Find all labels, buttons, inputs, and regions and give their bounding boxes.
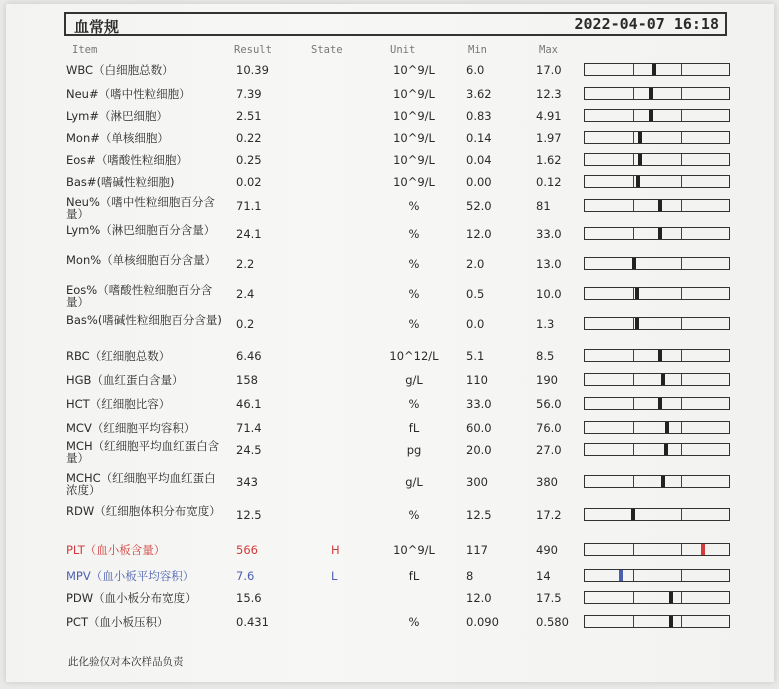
range-indicator-bar: [584, 591, 730, 604]
range-bound-tick: [633, 318, 634, 329]
reference-min: 8: [466, 569, 474, 583]
reference-max: 1.3: [536, 317, 555, 331]
reference-max: 380: [536, 475, 558, 489]
reference-min: 6.0: [466, 63, 485, 77]
range-bound-tick: [681, 288, 682, 299]
test-unit: %: [408, 317, 420, 331]
reference-max: 17.2: [536, 508, 562, 522]
range-bound-tick: [681, 64, 682, 75]
test-result: 343: [236, 475, 258, 489]
reference-max: 76.0: [536, 421, 562, 435]
value-marker: [658, 350, 662, 361]
range-indicator-bar: [584, 257, 730, 270]
reference-min: 5.1: [466, 349, 485, 363]
range-bound-tick: [633, 592, 634, 603]
range-bound-tick: [633, 228, 634, 239]
range-bound-tick: [633, 288, 634, 299]
test-result: 566: [236, 543, 258, 557]
test-state: H: [331, 543, 340, 557]
range-bound-tick: [633, 88, 634, 99]
range-bound-tick: [681, 422, 682, 433]
range-indicator-bar: [584, 287, 730, 300]
reference-max: 0.12: [536, 175, 562, 189]
reference-max: 8.5: [536, 349, 555, 363]
test-result: 0.431: [236, 615, 269, 629]
test-name: Lym%（淋巴细胞百分含量）: [66, 223, 216, 237]
test-name: MCHC（红细胞平均血红蛋白浓度）: [66, 471, 216, 497]
test-result: 0.02: [236, 175, 262, 189]
reference-max: 14: [536, 569, 551, 583]
reference-min: 117: [466, 543, 488, 557]
range-bound-tick: [633, 200, 634, 211]
test-unit: 10^9/L: [393, 109, 435, 123]
range-bound-tick: [681, 350, 682, 361]
range-bound-tick: [681, 110, 682, 121]
value-marker: [619, 570, 623, 581]
reference-max: 17.0: [536, 63, 562, 77]
test-result: 7.39: [236, 87, 262, 101]
range-bound-tick: [681, 444, 682, 455]
range-indicator-bar: [584, 373, 730, 386]
test-unit: %: [408, 615, 420, 629]
range-bound-tick: [633, 476, 634, 487]
test-unit: %: [408, 199, 420, 213]
range-bound-tick: [681, 154, 682, 165]
value-marker: [658, 200, 662, 211]
reference-min: 0.04: [466, 153, 492, 167]
range-bound-tick: [633, 154, 634, 165]
value-marker: [658, 398, 662, 409]
test-unit: g/L: [405, 373, 423, 387]
report-title: 血常规: [74, 18, 120, 36]
range-indicator-bar: [584, 475, 730, 488]
test-result: 24.1: [236, 227, 262, 241]
reference-min: 0.090: [466, 615, 499, 629]
test-result: 10.39: [236, 63, 269, 77]
test-result: 15.6: [236, 591, 262, 605]
test-unit: fL: [408, 421, 420, 435]
reference-max: 1.97: [536, 131, 562, 145]
test-result: 6.46: [236, 349, 262, 363]
test-name: PLT（血小板含量）: [66, 543, 166, 557]
column-header-min: Min: [468, 44, 487, 56]
range-indicator-bar: [584, 87, 730, 100]
range-indicator-bar: [584, 349, 730, 362]
test-name: Bas%(嗜碱性粒细胞百分含量): [66, 313, 222, 327]
reference-max: 56.0: [536, 397, 562, 411]
test-result: 12.5: [236, 508, 262, 522]
test-unit: %: [408, 287, 420, 301]
test-name: WBC（白细胞总数）: [66, 63, 174, 77]
range-bound-tick: [681, 200, 682, 211]
value-marker: [635, 318, 639, 329]
reference-max: 13.0: [536, 257, 562, 271]
test-name: MPV（血小板平均容积）: [66, 569, 195, 583]
range-indicator-bar: [584, 153, 730, 166]
test-name: RBC（红细胞总数）: [66, 349, 171, 363]
test-unit: g/L: [405, 475, 423, 489]
range-bound-tick: [681, 509, 682, 520]
test-state: L: [331, 569, 338, 583]
value-marker: [669, 616, 673, 627]
column-header-item: Item: [72, 44, 98, 56]
range-bound-tick: [681, 398, 682, 409]
reference-min: 33.0: [466, 397, 492, 411]
range-bound-tick: [633, 398, 634, 409]
reference-max: 490: [536, 543, 558, 557]
value-marker: [649, 88, 653, 99]
range-indicator-bar: [584, 443, 730, 456]
value-marker: [661, 374, 665, 385]
test-unit: 10^12/L: [389, 349, 439, 363]
value-marker: [631, 509, 635, 520]
reference-min: 12.0: [466, 227, 492, 241]
range-bound-tick: [633, 350, 634, 361]
range-bound-tick: [681, 88, 682, 99]
range-indicator-bar: [584, 109, 730, 122]
range-bound-tick: [633, 64, 634, 75]
test-result: 0.22: [236, 131, 262, 145]
range-bound-tick: [633, 132, 634, 143]
reference-min: 12.5: [466, 508, 492, 522]
reference-max: 17.5: [536, 591, 562, 605]
report-datetime: 2022-04-07 16:18: [574, 15, 719, 33]
range-bound-tick: [633, 616, 634, 627]
reference-max: 190: [536, 373, 558, 387]
test-result: 46.1: [236, 397, 262, 411]
reference-max: 0.580: [536, 615, 569, 629]
range-bound-tick: [681, 476, 682, 487]
reference-min: 3.62: [466, 87, 492, 101]
range-bound-tick: [681, 176, 682, 187]
test-unit: %: [408, 257, 420, 271]
range-bound-tick: [681, 592, 682, 603]
reference-min: 20.0: [466, 443, 492, 457]
range-bound-tick: [633, 544, 634, 555]
reference-min: 0.0: [466, 317, 485, 331]
test-result: 2.4: [236, 287, 255, 301]
reference-max: 27.0: [536, 443, 562, 457]
test-name: RDW（红细胞体积分布宽度）: [66, 504, 221, 518]
reference-max: 12.3: [536, 87, 562, 101]
reference-max: 4.91: [536, 109, 562, 123]
range-indicator-bar: [584, 63, 730, 76]
range-indicator-bar: [584, 543, 730, 556]
reference-max: 33.0: [536, 227, 562, 241]
value-marker: [661, 476, 665, 487]
reference-min: 0.83: [466, 109, 492, 123]
value-marker: [636, 176, 640, 187]
test-name: PCT（血小板压积）: [66, 615, 169, 629]
reference-min: 2.0: [466, 257, 485, 271]
test-unit: 10^9/L: [393, 175, 435, 189]
test-name: MCV（红细胞平均容积）: [66, 421, 196, 435]
test-name: Eos%（嗜酸性粒细胞百分含量）: [66, 283, 213, 309]
range-bound-tick: [681, 544, 682, 555]
test-result: 2.51: [236, 109, 262, 123]
range-bound-tick: [681, 318, 682, 329]
range-bound-tick: [633, 110, 634, 121]
test-name: Neu%（嗜中性粒细胞百分含量）: [66, 195, 215, 221]
reference-min: 0.14: [466, 131, 492, 145]
reference-min: 60.0: [466, 421, 492, 435]
value-marker: [649, 110, 653, 121]
range-indicator-bar: [584, 615, 730, 628]
test-name: Mon%（单核细胞百分含量）: [66, 253, 217, 267]
value-marker: [669, 592, 673, 603]
range-indicator-bar: [584, 421, 730, 434]
report-header: [64, 12, 727, 36]
test-unit: 10^9/L: [393, 153, 435, 167]
test-name: Lym#（淋巴细胞）: [66, 109, 168, 123]
test-name: HCT（红细胞比容）: [66, 397, 171, 411]
range-bound-tick: [681, 374, 682, 385]
test-name: Bas#(嗜碱性粒细胞): [66, 175, 175, 189]
lab-report-sheet: [6, 4, 774, 682]
range-bound-tick: [681, 132, 682, 143]
test-result: 71.1: [236, 199, 262, 213]
test-unit: 10^9/L: [393, 87, 435, 101]
reference-min: 0.5: [466, 287, 485, 301]
test-unit: fL: [408, 569, 420, 583]
test-unit: pg: [406, 443, 422, 457]
reference-max: 81: [536, 199, 551, 213]
range-indicator-bar: [584, 199, 730, 212]
test-result: 0.2: [236, 317, 255, 331]
test-result: 7.6: [236, 569, 255, 583]
value-marker: [701, 544, 705, 555]
test-unit: 10^9/L: [393, 131, 435, 145]
value-marker: [635, 288, 639, 299]
range-indicator-bar: [584, 317, 730, 330]
column-header-state: State: [311, 44, 343, 56]
test-name: PDW（血小板分布宽度）: [66, 591, 197, 605]
test-result: 0.25: [236, 153, 262, 167]
column-header-max: Max: [539, 44, 558, 56]
reference-max: 10.0: [536, 287, 562, 301]
test-unit: %: [408, 227, 420, 241]
reference-min: 0.00: [466, 175, 492, 189]
reference-max: 1.62: [536, 153, 562, 167]
value-marker: [665, 422, 669, 433]
test-result: 2.2: [236, 257, 255, 271]
reference-min: 300: [466, 475, 488, 489]
range-bound-tick: [681, 616, 682, 627]
value-marker: [638, 132, 642, 143]
test-name: Neu#（嗜中性粒细胞）: [66, 87, 191, 101]
range-indicator-bar: [584, 569, 730, 582]
range-bound-tick: [633, 570, 634, 581]
range-bound-tick: [681, 258, 682, 269]
reference-min: 52.0: [466, 199, 492, 213]
test-result: 24.5: [236, 443, 262, 457]
test-result: 158: [236, 373, 258, 387]
value-marker: [652, 64, 656, 75]
value-marker: [632, 258, 636, 269]
reference-min: 12.0: [466, 591, 492, 605]
range-indicator-bar: [584, 227, 730, 240]
column-header-result: Result: [234, 44, 272, 56]
range-bound-tick: [633, 176, 634, 187]
test-unit: 10^9/L: [393, 543, 435, 557]
value-marker: [658, 228, 662, 239]
test-name: HGB（血红蛋白含量）: [66, 373, 184, 387]
range-bound-tick: [633, 444, 634, 455]
value-marker: [664, 444, 668, 455]
test-unit: %: [408, 397, 420, 411]
range-indicator-bar: [584, 175, 730, 188]
test-name: Mon#（单核细胞）: [66, 131, 169, 145]
reference-min: 110: [466, 373, 488, 387]
report-footer-note: 此化验仅对本次样品负责: [68, 656, 184, 668]
test-result: 71.4: [236, 421, 262, 435]
column-header-unit: Unit: [390, 44, 416, 56]
test-unit: 10^9/L: [393, 63, 435, 77]
range-bound-tick: [681, 570, 682, 581]
test-unit: %: [408, 508, 420, 522]
range-indicator-bar: [584, 508, 730, 521]
test-name: Eos#（嗜酸性粒细胞）: [66, 153, 188, 167]
range-indicator-bar: [584, 397, 730, 410]
range-bound-tick: [633, 422, 634, 433]
test-name: MCH（红细胞平均血红蛋白含量）: [66, 439, 220, 465]
range-bound-tick: [681, 228, 682, 239]
range-indicator-bar: [584, 131, 730, 144]
value-marker: [638, 154, 642, 165]
range-bound-tick: [633, 374, 634, 385]
